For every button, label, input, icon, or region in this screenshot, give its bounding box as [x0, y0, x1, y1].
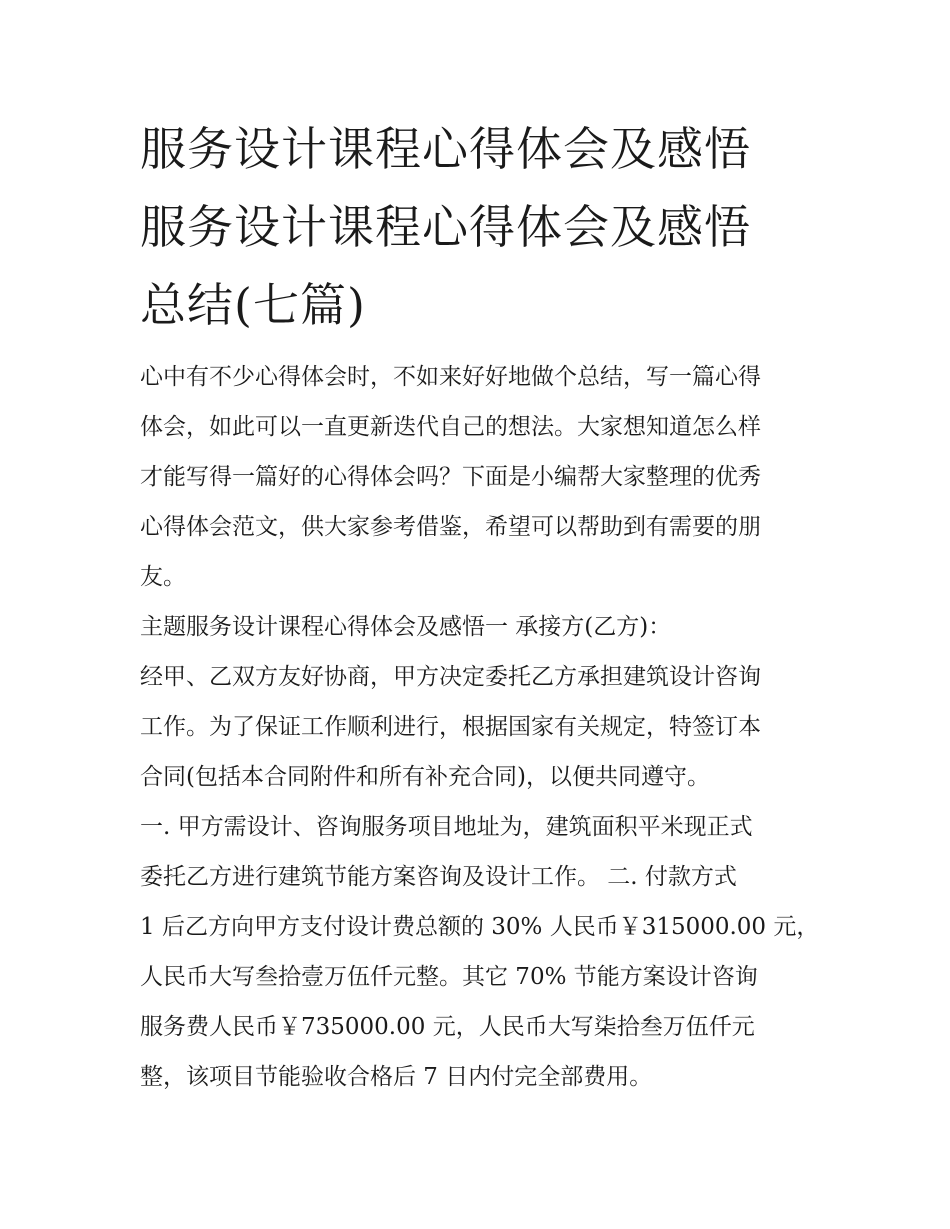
body-line: 一. 甲方需设计、咨询服务项目地址为，建筑面积平米现正式 [140, 814, 753, 840]
body-line: 经甲、乙双方友好协商，甲方决定委托乙方承担建筑设计咨询 [140, 664, 761, 690]
body-line: 人民币大写叁拾壹万伍仟元整。其它 70% 节能方案设计咨询 [140, 964, 758, 990]
body-line: 友。 [140, 564, 186, 590]
body-line: 1 后乙方向甲方支付设计费总额的 30% 人民币￥315000.00 元， [140, 914, 820, 940]
body-line: 整，该项目节能验收合格后 7 日内付完全部费用。 [140, 1064, 653, 1090]
title-line-2: 服务设计课程心得体会及感悟 [140, 200, 751, 254]
section-heading: 主题服务设计课程心得体会及感悟一 承接方(乙方)： [140, 614, 672, 640]
title-line-3: 总结(七篇) [140, 278, 366, 332]
body-line: 心中有不少心得体会时，不如来好好地做个总结，写一篇心得 [140, 364, 761, 390]
title-line-1: 服务设计课程心得体会及感悟 [140, 122, 751, 176]
body-line: 才能写得一篇好的心得体会吗？下面是小编帮大家整理的优秀 [140, 464, 761, 490]
body-line: 委托乙方进行建筑节能方案咨询及设计工作。 二. 付款方式 [140, 864, 737, 890]
document-page [140, 110, 830, 1102]
body-line: 工作。为了保证工作顺利进行，根据国家有关规定，特签订本 [140, 714, 761, 740]
document-body [140, 352, 830, 1102]
body-line: 合同(包括本合同附件和所有补充合同)，以便共同遵守。 [140, 764, 710, 790]
body-line: 服务费人民币￥735000.00 元，人民币大写柒拾叁万伍仟元 [140, 1014, 755, 1040]
body-line: 体会，如此可以一直更新迭代自己的想法。大家想知道怎么样 [140, 414, 761, 440]
document-title [140, 110, 830, 344]
body-line: 心得体会范文，供大家参考借鉴，希望可以帮助到有需要的朋 [140, 514, 761, 540]
